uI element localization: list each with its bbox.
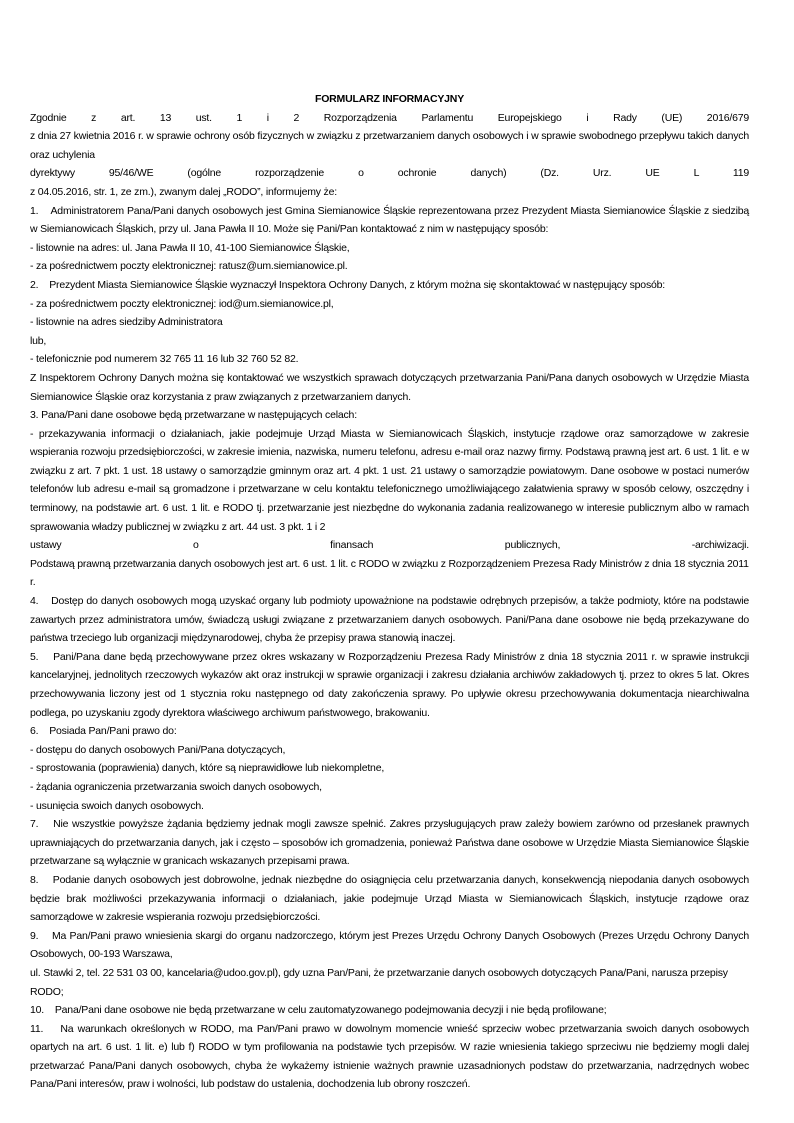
- paragraph-9: - za pośrednictwem poczty elektronicznej: iod@um.siemianowice.pl,: [30, 297, 334, 310]
- paragraph-25: 7. Nie wszystkie powyższe żądania będziemy jednak mogli zawsze spełnić. Zakres przysługujących praw zależy bowiem zarówno od przesłanek prawnych uprawniających do przetwarzania danych, jak i często – sposobów ich gromadzenia, ponieważ Państwa dane osobowe w Urzędzie Miasta Siemianowice Śląskie przetwarzane są wyłącznie w granicach wskazanych przepisami prawa.: [30, 818, 749, 868]
- paragraph-5: 1. Administratorem Pana/Pani danych osobowych jest Gmina Siemianowice Śląskie reprezentowana przez Prezydent Miasta Siemianowice Śląskie z siedzibą w Siemianowicach Śląskich, przy ul. Jana Pawła II 10. Może się Pani/Pan kontaktować z nim w następujący sposób:: [30, 204, 749, 236]
- paragraph-6: - listownie na adres: ul. Jana Pawła II 10, 41-100 Siemianowice Śląskie,: [30, 241, 350, 254]
- paragraph-17: Podstawą prawną przetwarzania danych osobowych jest art. 6 ust. 1 lit. c RODO w związku z Rozporządzeniem Prezesa Rady Ministrów z dnia 18 stycznia 2011 r.: [30, 557, 749, 589]
- paragraph-2: z dnia 27 kwietnia 2016 r. w sprawie ochrony osób fizycznych w związku z przetwarzaniem danych osobowych i w sprawie swobodnego przepływu takich danych oraz uchylenia: [30, 130, 749, 161]
- paragraph-15: - przekazywania informacji o działaniach, jakie podejmuje Urząd Miasta w Siemianowicach Śląskich, instytucje rządowe oraz samorządowe w zakresie wspierania rozwoju przedsiębiorczości, w zakresie imienia, nazwiska, numeru telefonu, adresu e-mail oraz nazwy firmy. Podstawą prawną jest art. 6 ust. 1 lit. e w związku z art. 7 pkt. 1 ust. 18 ustawy o samorządzie gminnym oraz art. 4 pkt. 1 ust. 21 ustawy o samorządzie powiatowym. Dane osobowe w postaci numerów telefonów lub adresu e-mail są gromadzone i przetwarzane w celu kontaktu telefonicznego umożliwiającego załatwienia sprawy w sposób celowy, oszczędny i terminowy, na podstawie art. 6 ust. 1 lit. e RODO tj. przetwarzanie jest niezbędne do wykonania zadania realizowanego w interesie publicznym albo w ramach sprawowania władzy publicznej w związku z art. 44 ust. 3 pkt. 1 i 2: [30, 427, 749, 533]
- paragraph-19: 5. Pani/Pana dane będą przechowywane przez okres wskazany w Rozporządzeniu Prezesa Rady Ministrów z dnia 18 stycznia 2011 r. w sprawie instrukcji kancelaryjnej, jednolitych rzeczowych wykazów akt oraz instrukcji w sprawie organizacji i zakresu działania archiwów zakładowych tj. przez to okres 5 lat. Okres przechowywania liczony jest od 1 stycznia roku następnego od daty zakończenia sprawy. Po upływie okresu przechowywania dokumentacja niearchiwalna podlega, po uzyskaniu zgody dyrektora właściwego archiwum państwowego, brakowaniu.: [30, 650, 749, 719]
- paragraph-23: - żądania ograniczenia przetwarzania swoich danych osobowych,: [30, 780, 322, 793]
- paragraph-24: - usunięcia swoich danych osobowych.: [30, 799, 204, 812]
- paragraph-12: - telefonicznie pod numerem 32 765 11 16 lub 32 760 52 82.: [30, 353, 299, 366]
- paragraph-22: - sprostowania (poprawienia) danych, które są nieprawidłowe lub niekompletne,: [30, 762, 385, 775]
- paragraph-4: z 04.05.2016, str. 1, ze zm.), zwanym dalej „RODO”, informujemy że:: [30, 185, 337, 198]
- paragraph-10: - listownie na adres siedziby Administratora: [30, 316, 223, 329]
- paragraph-26: 8. Podanie danych osobowych jest dobrowolne, jednak niezbędne do osiągnięcia celu przetwarzania danych, konsekwencją niepodania danych osobowych będzie brak możliwości przekazywania informacji o działaniach, jakie podejmuje Urząd Miasta w Siemianowicach Śląskich, instytucje rządowe oraz samorządowe w zakresie wspierania rozwoju przedsiębiorczości.: [30, 873, 749, 924]
- paragraph-7: - za pośrednictwem poczty elektronicznej: ratusz@um.siemianowice.pl.: [30, 260, 348, 273]
- paragraph-16: ustawy o finansach publicznych, -archiwizacji.: [30, 539, 749, 552]
- paragraph-21: - dostępu do danych osobowych Pani/Pana dotyczących,: [30, 743, 286, 756]
- paragraph-1: Zgodnie z art. 13 ust. 1 i 2 Rozporządzenia Parlamentu Europejskiego i Rady (UE) 2016/679: [30, 111, 749, 124]
- paragraph-14: 3. Pana/Pani dane osobowe będą przetwarzane w następujących celach:: [30, 409, 357, 422]
- document-title: FORMULARZ INFORMACYJNY: [314, 93, 464, 105]
- paragraph-11: lub,: [30, 334, 47, 347]
- document-body: [30, 90, 749, 1094]
- paragraph-28: ul. Stawki 2, tel. 22 531 03 00, kancelaria@udoo.gov.pl), gdy uzna Pan/Pani, że przetwarzanie danych osobowych dotyczących Pana/Pani, narusza przepisy RODO;: [30, 966, 728, 998]
- paragraph-27: 9. Ma Pan/Pani prawo wniesienia skargi do organu nadzorczego, którym jest Prezes Urzędu Ochrony Danych Osobowych (Prezes Urzędu Ochrony Danych Osobowych, 00-193 Warszawa,: [30, 929, 749, 961]
- paragraph-18: 4. Dostęp do danych osobowych mogą uzyskać organy lub podmioty upoważnione na podstawie odrębnych przepisów, a także podmioty, które na podstawie zawartych przez administratora umów, świadczą usługi związane z przetwarzaniem danych osobowych. Pani/Pana dane osobowe nie będą przekazywane do państwa trzeciego lub organizacji międzynarodowej, chyba że przepisy prawa stanowią inaczej.: [30, 595, 749, 645]
- paragraph-20: 6. Posiada Pan/Pani prawo do:: [30, 725, 177, 738]
- paragraph-29: 10. Pana/Pani dane osobowe nie będą przetwarzane w celu zautomatyzowanego podejmowania decyzji i nie będą profilowane;: [30, 1004, 607, 1017]
- paragraph-30: 11. Na warunkach określonych w RODO, ma Pan/Pani prawo w dowolnym momencie wnieść sprzeciw wobec przetwarzania swoich danych osobowych opartych na art. 6 ust. 1 lit. e) lub f) RODO w tym profilowania na podstawie tych przepisów. W razie wniesienia takiego sprzeciwu nie będziemy mogli dalej przetwarzać Pana/Pani danych osobowych, chyba że wykażemy istnienie ważnych prawnie uzasadnionych podstaw do przetwarzania, nadrzędnych wobec Pana/Pani interesów, praw i wolności, lub podstaw do ustalenia, dochodzenia lub obrony roszczeń.: [30, 1022, 749, 1091]
- paragraph-3: dyrektywy 95/46/WE (ogólne rozporządzenie o ochronie danych) (Dz. Urz. UE L 119: [30, 167, 749, 180]
- paragraph-8: 2. Prezydent Miasta Siemianowice Śląskie wyznaczył Inspektora Ochrony Danych, z którym można się skontaktować w następujący sposób:: [30, 278, 665, 291]
- paragraph-13: Z Inspektorem Ochrony Danych można się kontaktować we wszystkich sprawach dotyczących przetwarzania Pani/Pana danych osobowych w Urzędzie Miasta Siemianowice Śląskie oraz korzystania z praw związanych z przetwarzaniem danych.: [30, 371, 749, 403]
